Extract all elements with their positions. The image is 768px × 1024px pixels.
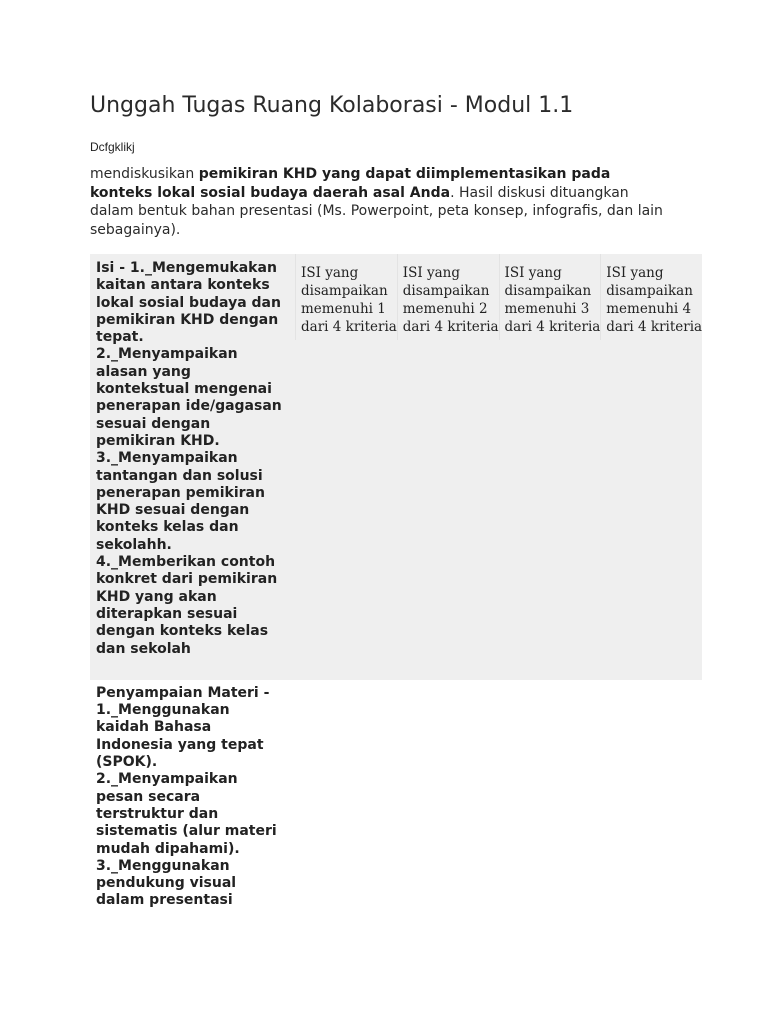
assignment-description	[90, 165, 670, 239]
criterion-line: 2._Menyampaikan	[96, 346, 238, 363]
rubric-row-penyampaian	[90, 680, 702, 932]
criterion-line: 3._Menyampaikan	[96, 450, 238, 467]
criterion-line: Penyampaian Materi -	[96, 684, 270, 701]
criterion-line: pendukung visual	[96, 875, 237, 892]
score-line: dari 4 kriteria	[606, 319, 703, 335]
criterion-line: tepat.	[96, 329, 144, 346]
score-description-2	[397, 254, 499, 340]
rubric-row-isi	[90, 254, 702, 680]
score-line: memenuhi 2	[402, 301, 488, 317]
rubric-criterion-cell	[90, 254, 295, 680]
intro-emphasis: pemikiran KHD yang dapat diimplementasikan pada konteks lokal sosial budaya daerah asal Anda	[90, 166, 611, 201]
criterion-line: kaitan antara konteks	[96, 277, 270, 294]
criterion-line: pesan secara	[96, 788, 201, 805]
criterion-line: penerapan ide/gagasan	[96, 398, 282, 415]
rubric-score-cell-1	[295, 254, 397, 680]
criterion-line: mudah dipahami).	[96, 840, 240, 857]
criterion-line: tantangan dan solusi	[96, 467, 263, 484]
criterion-line: 4._Memberikan contoh	[96, 554, 276, 571]
score-line: memenuhi 4	[606, 301, 692, 317]
criterion-line: kaidah Bahasa	[96, 719, 212, 736]
criterion-line: penerapan pemikiran	[96, 484, 265, 501]
intro-text-end: . Hasil diskusi dituangkan dalam bentuk bahan presentasi (Ms. Powerpoint, peta konsep, infografis, dan lain sebagainya).	[90, 184, 663, 238]
criterion-line: Isi - 1._Mengemukakan	[96, 260, 277, 276]
criterion-line: konteks kelas dan	[96, 519, 239, 536]
score-description-1	[295, 254, 397, 340]
score-line: disampaikan	[402, 283, 490, 299]
criterion-line: 1._Menggunakan	[96, 702, 230, 719]
score-line: ISI yang	[402, 265, 460, 281]
criterion-line: sistematis (alur materi	[96, 823, 277, 840]
criterion-line: kontekstual mengenai	[96, 381, 272, 398]
criterion-line: sesuai dengan	[96, 415, 211, 432]
score-line: disampaikan	[504, 283, 592, 299]
criterion-line: sekolahh.	[96, 536, 172, 553]
criterion-penyampaian	[90, 680, 295, 932]
intro-text-start: mendiskusikan	[90, 166, 199, 182]
rubric-table	[90, 254, 702, 932]
criterion-line: dengan konteks kelas	[96, 623, 269, 640]
score-description-4	[600, 254, 702, 340]
author-name[interactable]: Dcfgklikj	[90, 140, 135, 154]
criterion-line: 2._Menyampaikan	[96, 771, 238, 788]
rubric-score-cell-4	[600, 254, 702, 680]
criterion-line: lokal sosial budaya dan	[96, 294, 281, 311]
criterion-line: (SPOK).	[96, 754, 158, 771]
score-line: dari 4 kriteria	[504, 319, 601, 335]
score-line: ISI yang	[606, 265, 664, 281]
rubric-empty-cell	[397, 680, 499, 932]
rubric-empty-cell	[295, 680, 397, 932]
score-line: ISI yang	[504, 265, 562, 281]
rubric-empty-cell	[499, 680, 601, 932]
score-line: memenuhi 3	[504, 301, 590, 317]
criterion-line: 3._Menggunakan	[96, 857, 230, 874]
criterion-line: dalam presentasi	[96, 892, 233, 909]
rubric-criterion-cell	[90, 680, 295, 932]
criterion-line: pemikiran KHD dengan	[96, 311, 279, 328]
score-line: dari 4 kriteria	[402, 319, 499, 335]
criterion-line: Indonesia yang tepat	[96, 736, 264, 753]
rubric-score-cell-2	[397, 254, 499, 680]
criterion-line: KHD yang akan	[96, 588, 217, 605]
criterion-line: dan sekolah	[96, 640, 191, 657]
criterion-line: alasan yang	[96, 363, 191, 380]
criterion-line: diterapkan sesuai	[96, 605, 238, 622]
score-line: disampaikan	[606, 283, 693, 299]
criterion-line: terstruktur dan	[96, 805, 219, 822]
score-description-3	[499, 254, 601, 340]
rubric-empty-cell	[600, 680, 702, 932]
criterion-line: KHD sesuai dengan	[96, 502, 250, 519]
score-line: dari 4 kriteria	[301, 319, 397, 335]
score-line: disampaikan	[301, 283, 388, 299]
criterion-line: konkret dari pemikiran	[96, 571, 278, 588]
criterion-line: pemikiran KHD.	[96, 432, 220, 449]
score-line: ISI yang	[301, 265, 359, 281]
criterion-isi	[90, 254, 295, 680]
page-title: Unggah Tugas Ruang Kolaborasi - Modul 1.1	[90, 93, 574, 118]
score-line: memenuhi 1	[301, 301, 386, 317]
rubric-score-cell-3	[499, 254, 601, 680]
